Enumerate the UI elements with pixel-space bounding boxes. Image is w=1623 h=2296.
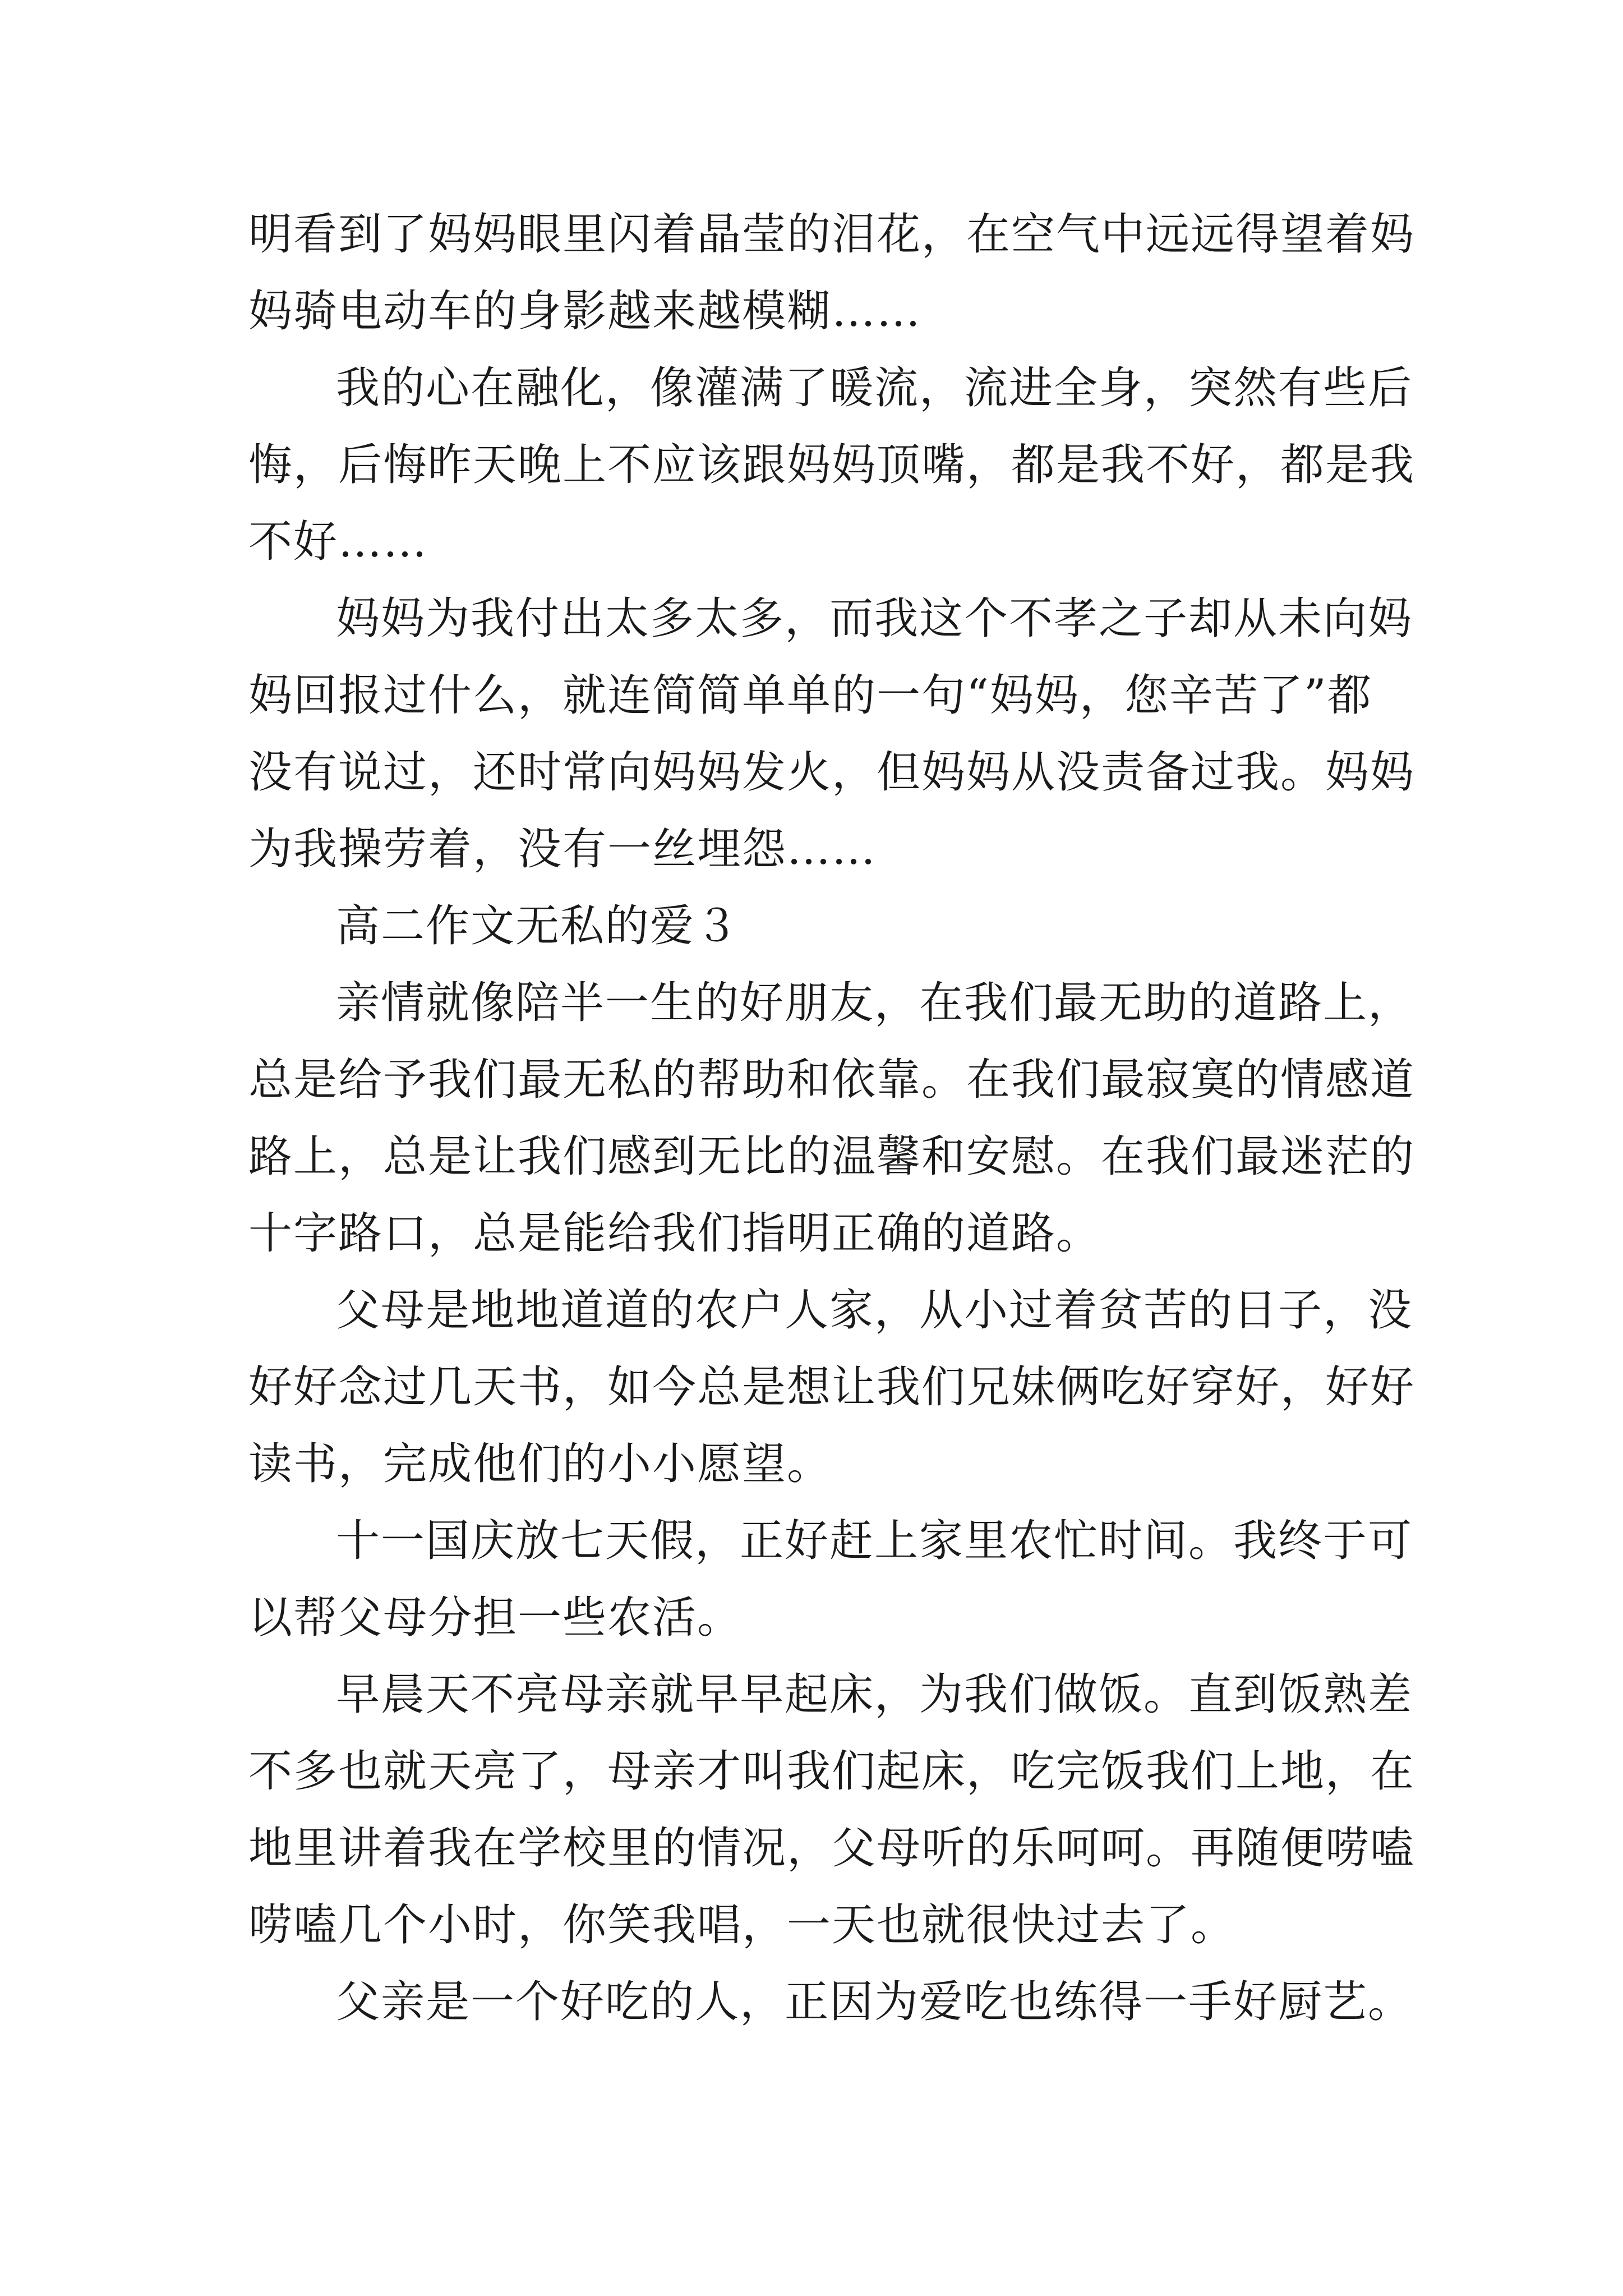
text-line: 十一国庆放七天假，正好赶上家里农忙时间。我终于可: [336, 1516, 1413, 1566]
text-line: 明看到了妈妈眼里闪着晶莹的泪花，在空气中远远得望着妈: [248, 209, 1415, 260]
text-line: 以帮父母分担一些农活。: [248, 1593, 743, 1643]
text-line: 为我操劳着，没有一丝埋怨……: [248, 824, 877, 875]
text-line: 早晨天不亮母亲就早早起床，为我们做饭。直到饭熟差: [336, 1669, 1413, 1720]
text-line: 高二作文无私的爱３: [336, 901, 740, 951]
text-line: 我的心在融化，像灌满了暖流，流进全身，突然有些后: [336, 363, 1413, 413]
text-line: 不好……: [248, 517, 428, 567]
text-line: 路上，总是让我们感到无比的温馨和安慰。在我们最迷茫的: [248, 1131, 1415, 1182]
text-line: 不多也就天亮了，母亲才叫我们起床，吃完饭我们上地，在: [248, 1746, 1415, 1797]
text-line: 好好念过几天书，如今总是想让我们兄妹俩吃好穿好，好好: [248, 1362, 1415, 1412]
text-line: 父母是地地道道的农户人家，从小过着贫苦的日子，没: [336, 1285, 1413, 1336]
text-line: 唠嗑几个小时，你笑我唱，一天也就很快过去了。: [248, 1900, 1236, 1950]
document-body: [248, 196, 1415, 2041]
text-line: 悔，后悔昨天晚上不应该跟妈妈顶嘴，都是我不好，都是我: [248, 440, 1415, 490]
text-line: 妈回报过什么，就连简简单单的一句“妈妈，您辛苦了”都: [248, 670, 1372, 721]
text-line: 地里讲着我在学校里的情况，父母听的乐呵呵。再随便唠嗑: [248, 1823, 1415, 1874]
text-line: 父亲是一个好吃的人，正因为爱吃也练得一手好厨艺。: [336, 1977, 1413, 2027]
text-line: 妈骑电动车的身影越来越模糊……: [248, 286, 922, 337]
text-line: 没有说过，还时常向妈妈发火，但妈妈从没责备过我。妈妈: [248, 747, 1415, 798]
text-line: 十字路口，总是能给我们指明正确的道路。: [248, 1208, 1101, 1259]
text-line: 亲情就像陪半一生的好朋友，在我们最无助的道路上，: [336, 978, 1413, 1028]
text-line: 读书，完成他们的小小愿望。: [248, 1439, 832, 1489]
text-line: 总是给予我们最无私的帮助和依靠。在我们最寂寞的情感道: [248, 1055, 1415, 1105]
text-line: 妈妈为我付出太多太多，而我这个不孝之子却从未向妈: [336, 593, 1413, 644]
